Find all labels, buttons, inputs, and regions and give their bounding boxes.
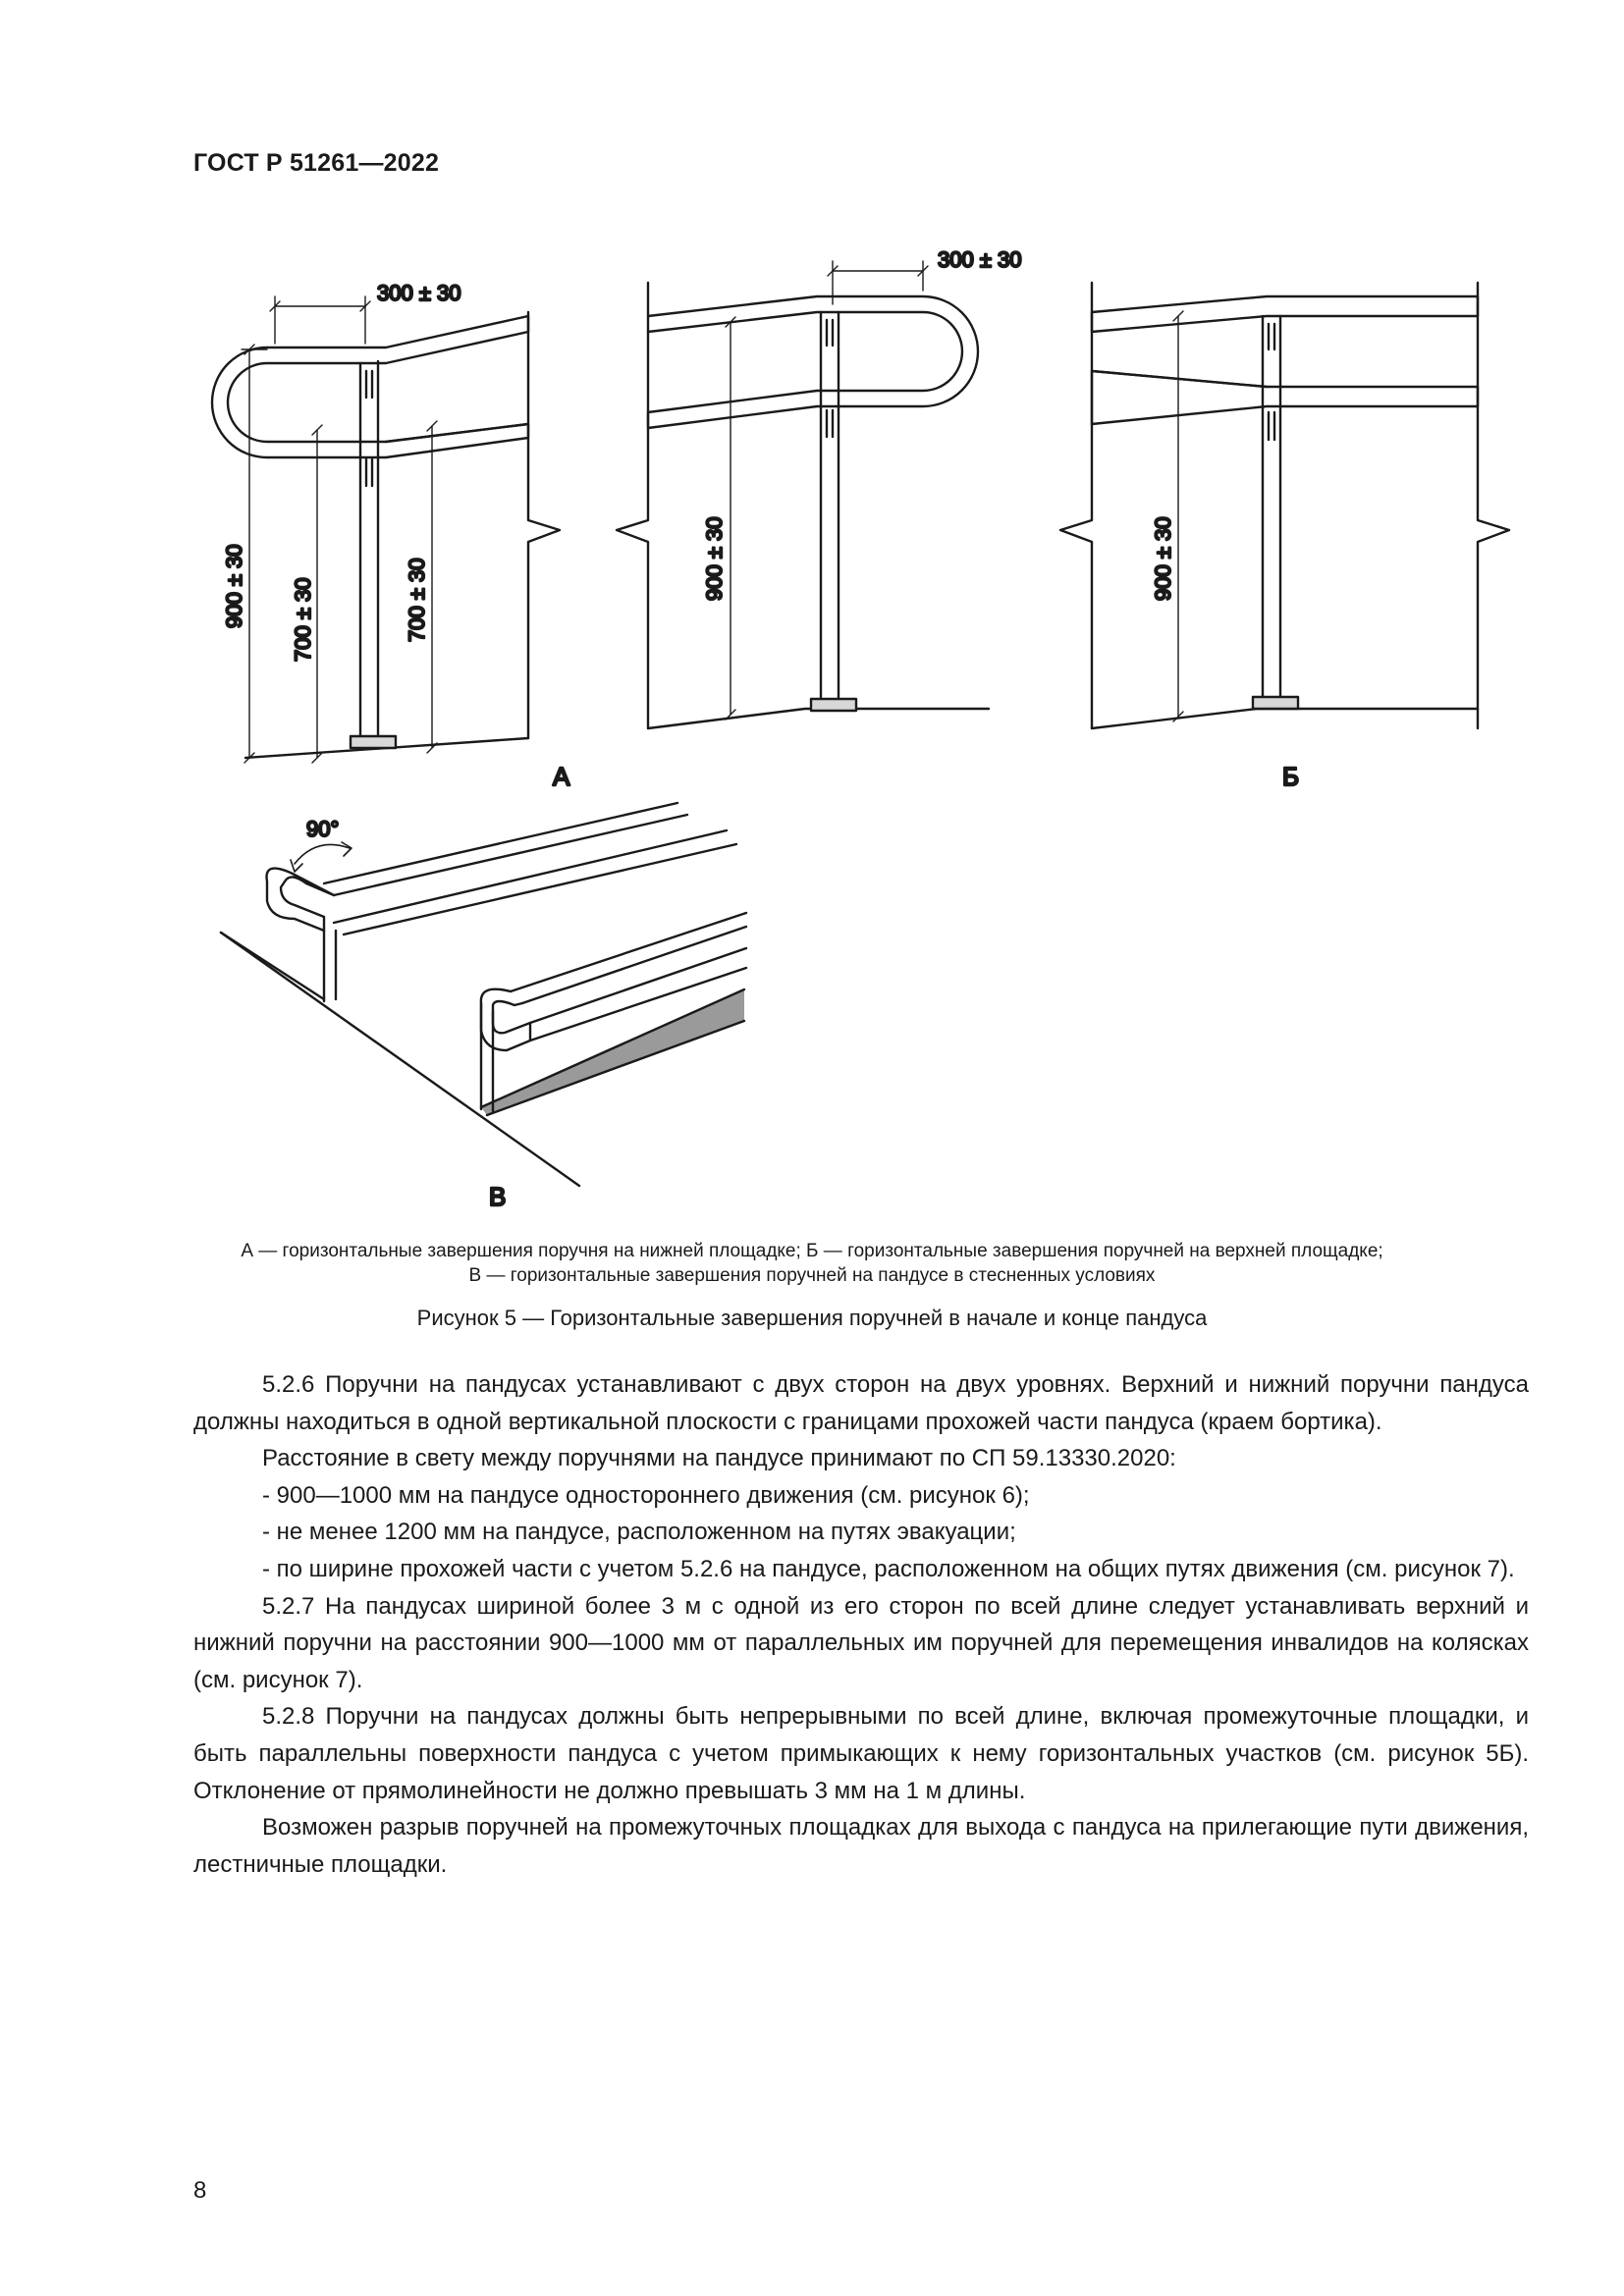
panel-b-dim-offset: 300 ± 30 — [938, 247, 1022, 272]
panel-a-dim-upper: 900 ± 30 — [222, 544, 246, 628]
paragraph-gap: Возможен разрыв поручней на промежуточных площадках для выхода с пандуса на прилегающие пути движения, лестничные площадки. — [193, 1814, 1529, 1878]
panel-a-label: А — [553, 762, 570, 791]
list-item-3: - по ширине прохожей части с учетом 5.2.6 на пандусе, расположенном на общих путях движения (см. рисунок 7). — [262, 1555, 1515, 1582]
figure-legend — [147, 1239, 1477, 1288]
legend-line-2: В — горизонтальные завершения поручней на пандусе в стесненных условиях — [468, 1265, 1156, 1286]
panel-v-angle: 90° — [306, 817, 340, 841]
panel-a-dim-lower-left: 700 ± 30 — [291, 577, 315, 662]
paragraph-5-2-7: 5.2.7 На пандусах шириной более 3 м с одной из его сторон по всей длине следует устанавливать верхний и нижний поручни на расстоянии 900—1000 мм от параллельных им поручней для перемещения инвалидов на колясках (см. рисунок 7). — [193, 1592, 1529, 1693]
paragraph-5-2-6: 5.2.6 Поручни на пандусах устанавливают с двух сторон на двух уровнях. Верхний и нижний поручни пандуса должны находиться в одной вертикальной плоскости с границами прохожей части пандуса (краем бортика). — [193, 1371, 1529, 1435]
body-text — [193, 1366, 1529, 1883]
panel-a-drawing — [212, 296, 560, 763]
legend-line-1: А — горизонтальные завершения поручня на нижней площадке; Б — горизонтальные завершения поручней на верхней площадке; — [241, 1241, 1383, 1261]
panel-v-drawing — [221, 803, 746, 1186]
page-number: 8 — [193, 2177, 207, 2204]
list-item-2: - не менее 1200 мм на пандусе, расположенном на путях эвакуации; — [262, 1519, 1016, 1546]
figure-title: Рисунок 5 — Горизонтальные завершения поручней в начале и конце пандуса — [416, 1306, 1208, 1330]
panel-b-dim-upper-right: 900 ± 30 — [1151, 516, 1175, 601]
panel-b-middle-drawing — [617, 261, 989, 728]
list-item-1: - 900—1000 мм на пандусе одностороннего движения (см. рисунок 6); — [262, 1481, 1030, 1509]
paragraph-5-2-8: 5.2.8 Поручни на пандусах должны быть непрерывными по всей длине, включая промежуточные площадки, и быть параллельны поверхности пандуса с учетом примыкающих к нему горизонтальных участков (см. рисунок 5Б). Отклонение от прямолинейности не должно превышать 3 мм на 1 м длины. — [193, 1703, 1529, 1804]
panel-a-dim-lower-right: 700 ± 30 — [405, 558, 429, 642]
panel-b-dim-upper-left: 900 ± 30 — [702, 516, 727, 601]
panel-b-label: Б — [1282, 762, 1300, 791]
panel-b-right-drawing — [1060, 283, 1509, 728]
panel-v-label: В — [489, 1182, 507, 1211]
document-header: ГОСТ Р 51261—2022 — [193, 149, 440, 177]
panel-a-dim-offset: 300 ± 30 — [377, 281, 461, 305]
paragraph-distance: Расстояние в свету между поручнями на пандусе принимают по СП 59.13330.2020: — [262, 1445, 1176, 1472]
